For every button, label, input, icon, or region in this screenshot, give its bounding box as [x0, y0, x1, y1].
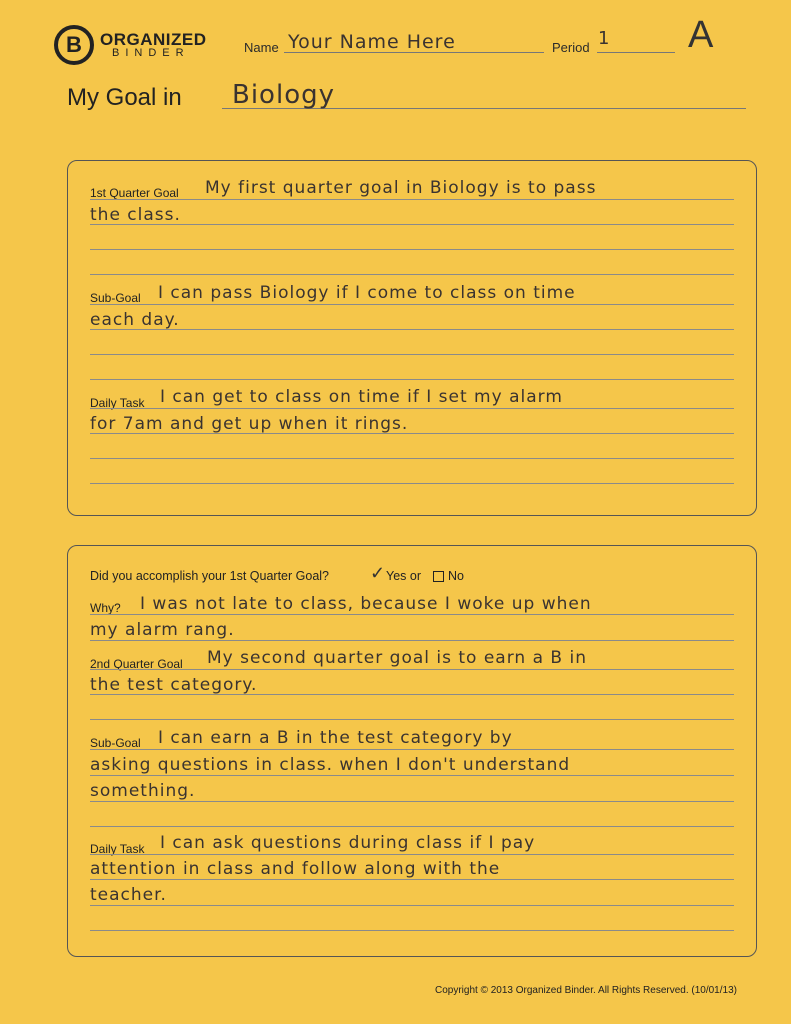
q1-task-label: Daily Task — [90, 396, 145, 410]
ruled-line — [90, 775, 734, 776]
q1-task-line1[interactable]: I can get to class on time if I set my alarm — [160, 387, 563, 407]
ruled-line — [90, 879, 734, 880]
why-line1[interactable]: I was not late to class, because I woke up when — [140, 594, 592, 614]
ruled-line — [90, 930, 734, 931]
q1-goal-line2[interactable]: the class. — [90, 205, 181, 225]
q2-subgoal-label: Sub-Goal — [90, 736, 141, 750]
q2-goal-line1[interactable]: My second quarter goal is to earn a B in — [207, 648, 587, 668]
q1-goal-line1[interactable]: My first quarter goal in Biology is to pass — [205, 178, 597, 198]
q2-task-line3[interactable]: teacher. — [90, 885, 167, 905]
organized-binder-logo — [54, 25, 94, 65]
accomplish-question: Did you accomplish your 1st Quarter Goal? — [90, 569, 329, 583]
ruled-line — [90, 304, 734, 305]
q1-subgoal-line1[interactable]: I can pass Biology if I come to class on time — [158, 283, 576, 303]
no-checkbox[interactable] — [433, 571, 444, 582]
ruled-line — [90, 458, 734, 459]
q1-task-line2[interactable]: for 7am and get up when it rings. — [90, 414, 409, 434]
ruled-line — [90, 224, 734, 225]
brand-name: ORGANIZED — [100, 30, 207, 49]
ruled-line — [90, 614, 734, 615]
ruled-line — [90, 719, 734, 720]
ruled-line — [90, 433, 734, 434]
ruled-line — [90, 408, 734, 409]
q1-goal-label: 1st Quarter Goal — [90, 186, 179, 200]
brand-subtitle: BINDER — [112, 47, 190, 59]
period-underline — [597, 52, 675, 53]
q2-task-label: Daily Task — [90, 842, 145, 856]
goal-subject[interactable]: Biology — [232, 80, 335, 110]
ruled-line — [90, 749, 734, 750]
ruled-line — [90, 483, 734, 484]
no-label: No — [448, 569, 464, 583]
q2-subgoal-line2[interactable]: asking questions in class. when I don't understand — [90, 755, 571, 775]
yes-label: Yes or — [386, 569, 421, 583]
day-letter: A — [688, 14, 714, 56]
q2-task-line2[interactable]: attention in class and follow along with the — [90, 859, 501, 879]
copyright-notice: Copyright © 2013 Organized Binder. All Rights Reserved. (10/01/13) — [435, 985, 737, 996]
q2-goal-line2[interactable]: the test category. — [90, 675, 258, 695]
why-line2[interactable]: my alarm rang. — [90, 620, 235, 640]
ruled-line — [90, 826, 734, 827]
name-label: Name — [244, 40, 279, 55]
ruled-line — [90, 249, 734, 250]
why-label: Why? — [90, 601, 121, 615]
period-value[interactable]: 1 — [598, 28, 611, 49]
ruled-line — [90, 640, 734, 641]
ruled-line — [90, 905, 734, 906]
q2-goal-label: 2nd Quarter Goal — [90, 657, 183, 671]
ruled-line — [90, 801, 734, 802]
q1-subgoal-line2[interactable]: each day. — [90, 310, 180, 330]
name-value[interactable]: Your Name Here — [288, 31, 456, 53]
period-label: Period — [552, 40, 590, 55]
q2-subgoal-line3[interactable]: something. — [90, 781, 196, 801]
ruled-line — [90, 199, 734, 200]
q2-subgoal-line1[interactable]: I can earn a B in the test category by — [158, 728, 513, 748]
ruled-line — [90, 669, 734, 670]
ruled-line — [90, 379, 734, 380]
ruled-line — [90, 329, 734, 330]
logo-letter: B — [66, 32, 82, 57]
ruled-line — [90, 694, 734, 695]
q1-subgoal-label: Sub-Goal — [90, 291, 141, 305]
goal-title: My Goal in — [67, 84, 182, 111]
yes-check-icon[interactable]: ✓ — [370, 563, 386, 583]
ruled-line — [90, 354, 734, 355]
q2-task-line1[interactable]: I can ask questions during class if I pay — [160, 833, 536, 853]
ruled-line — [90, 854, 734, 855]
ruled-line — [90, 274, 734, 275]
